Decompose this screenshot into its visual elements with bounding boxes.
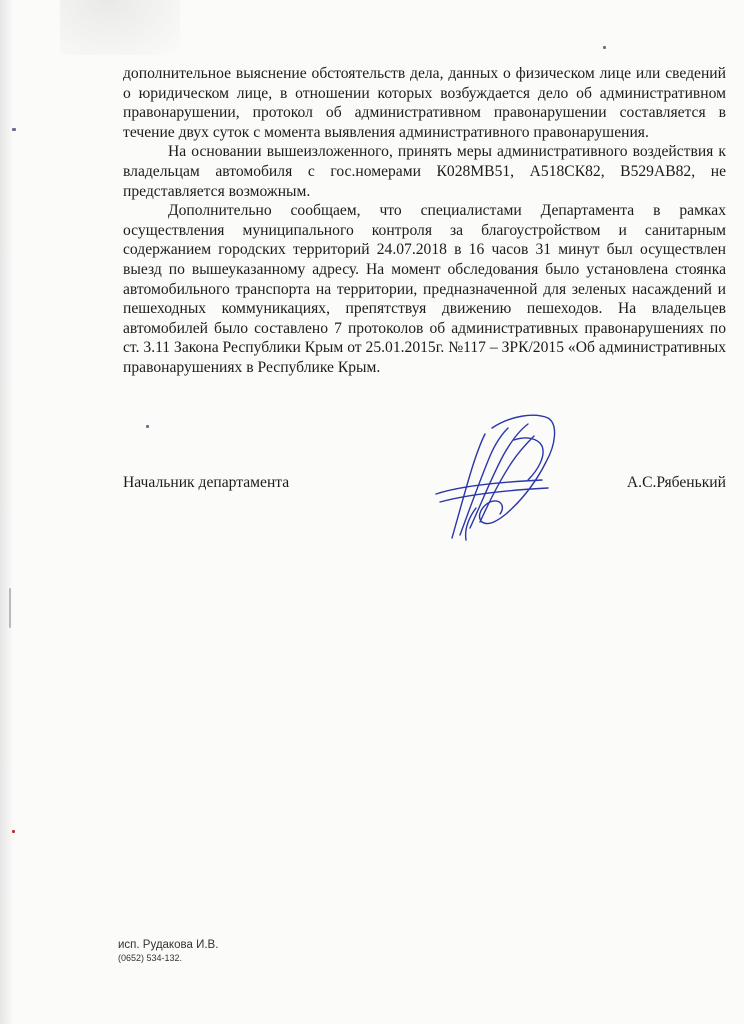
scan-speck: [146, 425, 149, 428]
paragraph-conclusion: На основании вышеизложенного, принять меры административного воздействия к владельцам автомобиля с гос.номерами К028МВ51, А518СК82, В529АВ82, не представляется возможным.: [123, 143, 726, 200]
scan-speck: [603, 46, 606, 49]
executor-info: [118, 938, 218, 964]
executor-name: исп. Рудакова И.В.: [118, 939, 219, 951]
paragraph-continuation: дополнительное выяснение обстоятельств дела, данных о физическом лице или сведений о юридическом лице, в отношении которых возбуждается дело об административном правонарушении, протокол об административном правонарушении составляется в течение двух суток с момента выявления административного правонарушения.: [123, 65, 726, 141]
signature-block: [123, 474, 726, 496]
scan-speck: [9, 588, 11, 628]
scan-speck: [12, 128, 16, 131]
signature-icon: [430, 410, 560, 550]
letter-body: [123, 64, 726, 378]
signatory-title: Начальник департамента: [123, 474, 290, 491]
scan-speck: [12, 830, 15, 833]
scan-edge-shadow: [0, 0, 14, 1024]
executor-phone: (0652) 534-132.: [118, 953, 183, 963]
paragraph-additional-info: Дополнительно сообщаем, что специалистами Департамента в рамках осуществления муниципального контроля за благоустройством и санитарным содержанием городских территорий 24.07.2018 в 16 часов 31 минут был осуществлен выезд по вышеуказанному адресу. На момент обследования было установлена стоянка автомобильного транспорта на территории, предназначенной для зеленых насаждений и пешеходных коммуникациях, препятствуя движению пешеходов. На владельцев автомобилей было составлено 7 протоколов об административных правонарушениях по ст. 3.11 Закона Республики Крым от 25.01.2015г. №117 – ЗРК/2015 «Об административных правонарушениях в Республике Крым.: [123, 202, 726, 376]
signatory-name: А.С.Рябенький: [626, 474, 726, 491]
scan-top-shadow: [60, 0, 180, 55]
